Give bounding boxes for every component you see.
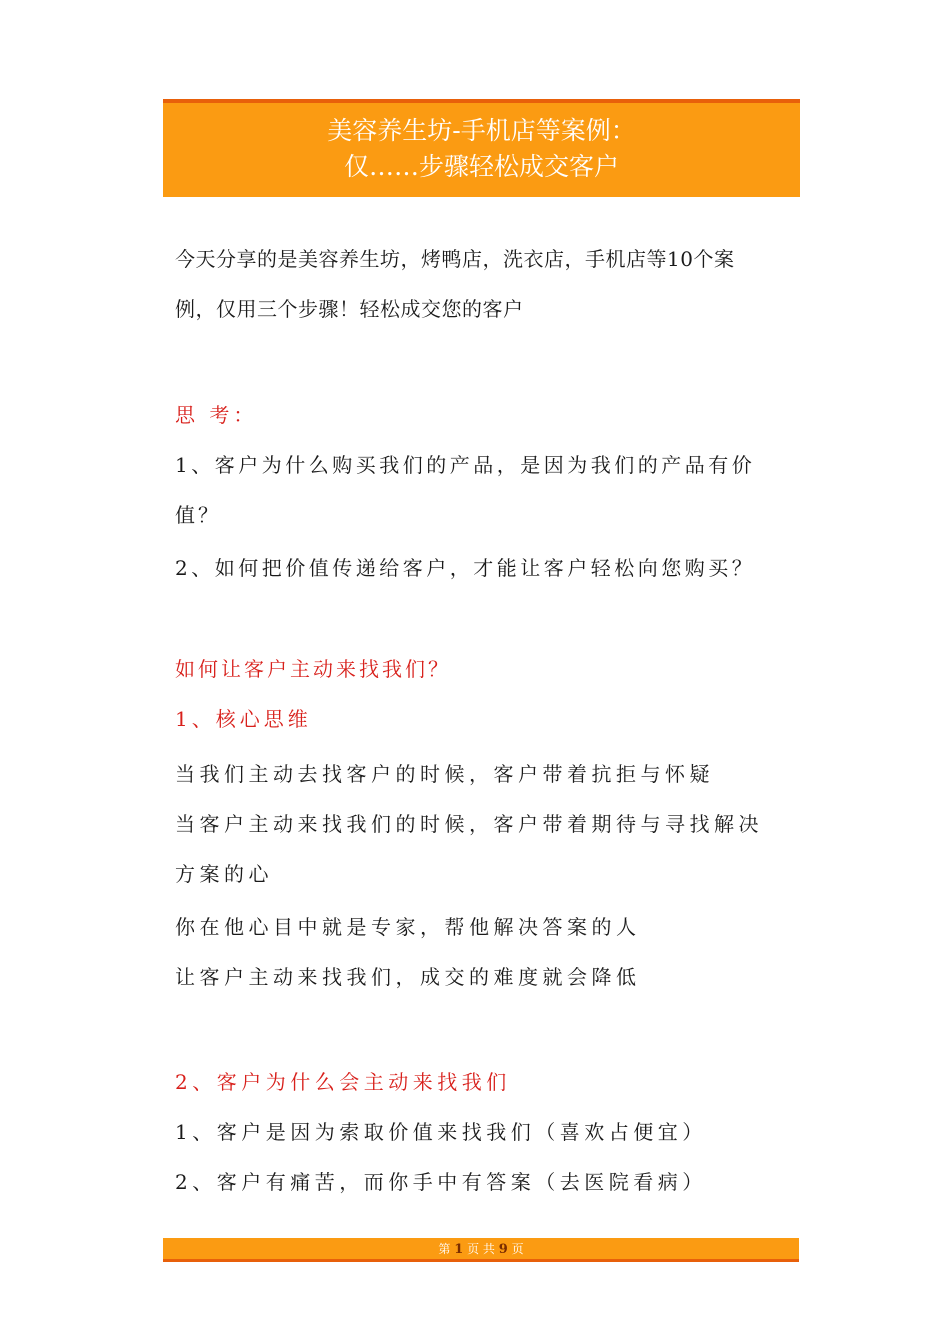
intro-line-2: 例，仅用三个步骤！轻松成交您的客户 — [175, 297, 524, 321]
page-footer — [163, 1238, 799, 1262]
document-title-overflow: 仅……步骤轻松成交客户 — [343, 152, 619, 181]
core-line-3: 方案的心 — [175, 862, 273, 886]
thinking-heading: 思 考： — [175, 403, 258, 427]
intro-line-1: 今天分享的是美容养生坊，烤鸭店，洗衣店，手机店等10个案 — [175, 247, 735, 271]
thinking-line-3: 2、如何把价值传递给客户，才能让客户轻松向您购买？ — [175, 556, 756, 580]
reason-line-1: 1、客户是因为索取价值来找我们（喜欢占便宜） — [175, 1120, 707, 1144]
why-customers-heading: 2、客户为什么会主动来找我们 — [175, 1070, 511, 1094]
document-header-banner — [163, 99, 800, 197]
document-title: 美容养生坊-手机店等案例： — [327, 116, 636, 145]
footer-prefix: 第 — [438, 1242, 451, 1256]
thinking-line-2: 值？ — [175, 503, 221, 527]
footer-middle: 页 共 — [467, 1242, 495, 1256]
thinking-line-1: 1、客户为什么购买我们的产品，是因为我们的产品有价 — [175, 453, 756, 477]
core-line-1: 当我们主动去找客户的时候，客户带着抗拒与怀疑 — [175, 762, 714, 786]
current-page-number: 1 — [454, 1242, 464, 1257]
core-line-5: 让客户主动来找我们，成交的难度就会降低 — [175, 965, 641, 989]
section-heading: 如何让客户主动来找我们？ — [175, 657, 451, 681]
total-pages-number: 9 — [498, 1242, 508, 1257]
reason-line-2: 2、客户有痛苦，而你手中有答案（去医院看病） — [175, 1170, 707, 1194]
core-thinking-heading: 1、核心思维 — [175, 707, 312, 731]
footer-suffix: 页 — [511, 1242, 524, 1256]
core-line-2: 当客户主动来找我们的时候，客户带着期待与寻找解决 — [175, 812, 763, 836]
core-line-4: 你在他心目中就是专家，帮他解决答案的人 — [175, 915, 641, 939]
